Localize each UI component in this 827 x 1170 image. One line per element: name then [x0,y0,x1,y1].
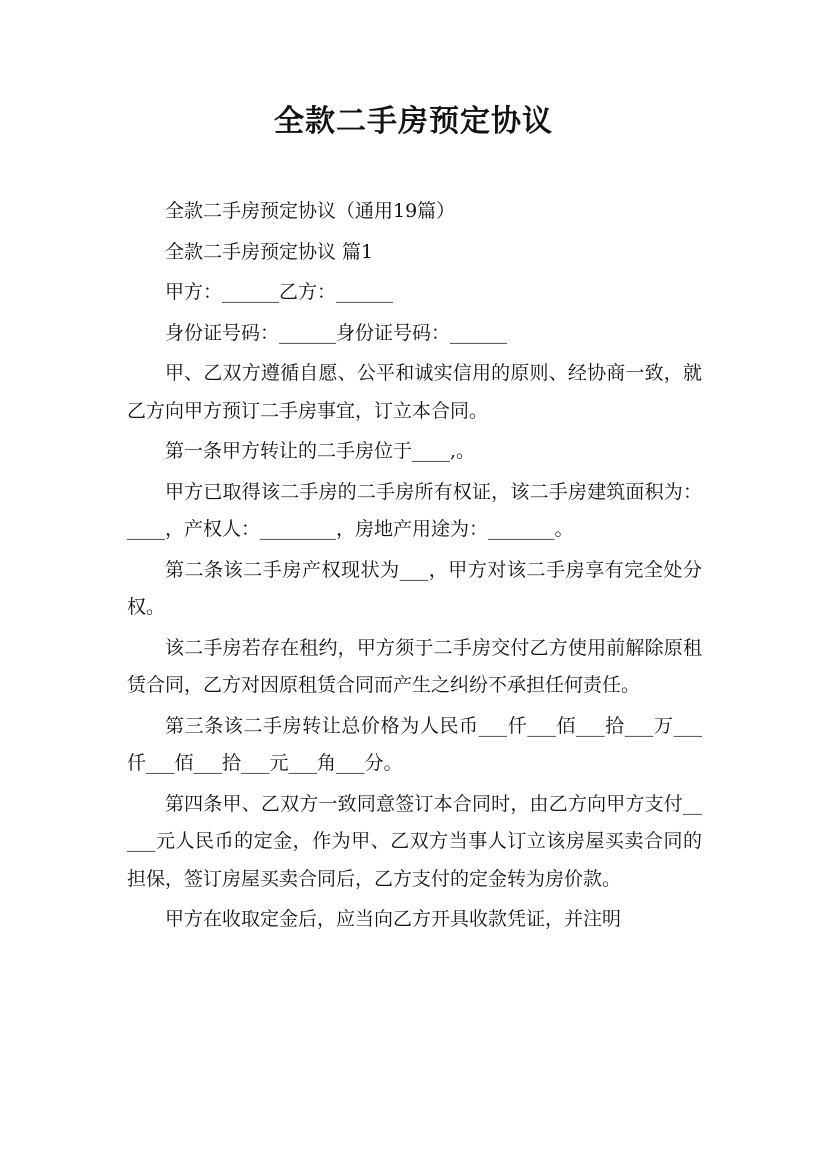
paragraph-3: 甲方：______乙方：______ [165,281,394,303]
paragraph-7: 甲方已取得该二手房的二手房所有权证，该二手房建筑面积为：____，产权人：________，房地产用途为：_______。 [127,480,702,540]
paragraph-10: 第三条该二手房转让总价格为人民币___仟___佰___拾___万___仟___佰___拾___元___角___分。 [127,714,702,774]
paragraph-9: 该二手房若存在租约，甲方须于二手房交付乙方使用前解除原租赁合同，乙方对因原租赁合同而产生之纠纷不承担任何责任。 [127,636,702,696]
paragraph-2: 全款二手房预定协议 篇1 [165,240,374,263]
paragraph-1: 全款二手房预定协议（通用19篇） [165,200,456,222]
paragraph-12: 甲方在收取定金后，应当向乙方开具收款凭证，并注明 [165,908,622,930]
document-title: 全款二手房预定协议 [274,104,553,139]
paragraph-5: 甲、乙双方遵循自愿、公平和诚实信用的原则、经协商一致，就乙方向甲方预订二手房事宜，订立本合同。 [127,362,702,422]
paragraph-6: 第一条甲方转让的二手房位于____,。 [165,440,476,462]
paragraph-4: 身份证号码：______身份证号码：______ [165,321,508,344]
paragraph-8: 第二条该二手房产权现状为___，甲方对该二手房享有完全处分权。 [127,558,702,618]
document-body [127,193,702,942]
paragraph-11: 第四条甲、乙双方一致同意签订本合同时，由乙方向甲方支付_____元人民币的定金，作为甲、乙双方当事人订立该房屋买卖合同的担保，签订房屋买卖合同后，乙方支付的定金转为房价款。 [127,792,702,890]
